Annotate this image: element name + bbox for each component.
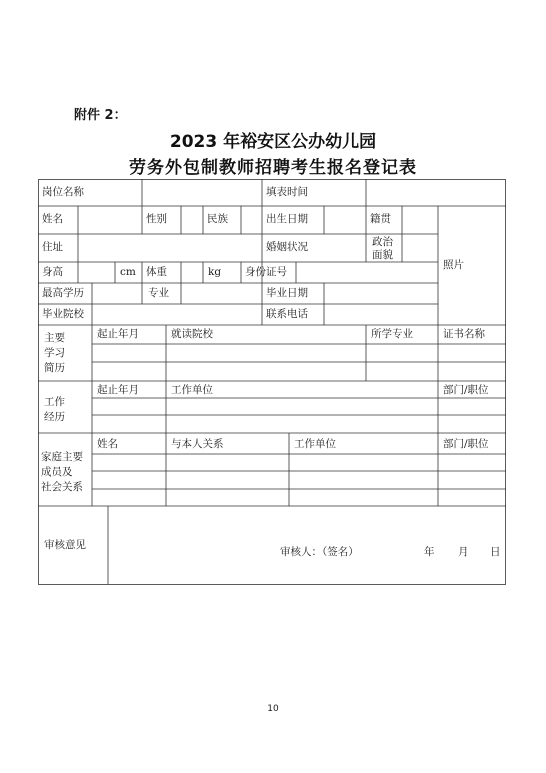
label-reviewer-signature: 审核人：（签名）: [280, 546, 359, 558]
label-graduation-date: 毕业日期: [266, 287, 308, 299]
form-title-line2: 劳务外包制教师招聘考生报名登记表: [129, 158, 417, 178]
label-resume-2: 学习: [44, 347, 65, 359]
label-height-unit: cm: [120, 266, 136, 278]
label-marital-status: 婚姻状况: [266, 241, 308, 253]
label-height: 身高: [42, 266, 63, 278]
label-review-opinion: 审核意见: [44, 539, 86, 551]
label-year: 年: [424, 546, 435, 558]
label-name: 姓名: [42, 213, 63, 225]
label-day: 日: [490, 546, 501, 558]
label-ethnicity: 民族: [207, 213, 228, 225]
header-work-unit: 工作单位: [171, 384, 213, 396]
label-fill-date: 填表时间: [266, 186, 308, 198]
label-family-1: 家庭主要: [41, 451, 83, 463]
label-position-name: 岗位名称: [42, 186, 84, 198]
label-gender: 性别: [146, 213, 167, 225]
header-period: 起止年月: [97, 328, 139, 340]
header-certificate-name: 证书名称: [443, 328, 485, 340]
header-major-studied: 所学专业: [371, 328, 413, 340]
label-work-1: 工作: [44, 396, 65, 408]
header-work-period: 起止年月: [97, 384, 139, 396]
label-graduated-school: 毕业院校: [42, 308, 84, 320]
label-family-2: 成员及: [41, 466, 73, 478]
label-weight: 体重: [146, 266, 167, 278]
header-member-name: 姓名: [97, 438, 118, 450]
label-native-place: 籍贯: [370, 213, 391, 225]
label-political-status-2: 面貌: [372, 249, 393, 261]
label-resume-3: 简历: [44, 362, 65, 374]
label-month: 月: [458, 546, 469, 558]
label-family-3: 社会关系: [41, 481, 83, 493]
attachment-label: 附件 2：: [74, 108, 127, 123]
header-member-department-position: 部门/职位: [443, 438, 489, 450]
header-school-attended: 就读院校: [171, 328, 213, 340]
label-address: 住址: [42, 241, 63, 253]
label-education: 最高学历: [42, 287, 84, 299]
header-relationship: 与本人关系: [171, 438, 224, 450]
label-photo: 照片: [443, 259, 464, 271]
label-resume-1: 主要: [44, 332, 65, 344]
page-number: 10: [267, 704, 279, 714]
form-title-line1: 2023 年裕安区公办幼儿园: [169, 132, 377, 152]
header-department-position: 部门/职位: [443, 384, 489, 396]
label-political-status-1: 政治: [372, 236, 393, 248]
label-major: 专业: [148, 287, 169, 299]
label-work-2: 经历: [44, 411, 65, 423]
label-phone: 联系电话: [266, 308, 308, 320]
label-birth-date: 出生日期: [266, 213, 308, 225]
label-id-number: 身份证号: [245, 266, 287, 278]
label-weight-unit: kg: [208, 266, 222, 278]
header-member-work-unit: 工作单位: [294, 438, 336, 450]
